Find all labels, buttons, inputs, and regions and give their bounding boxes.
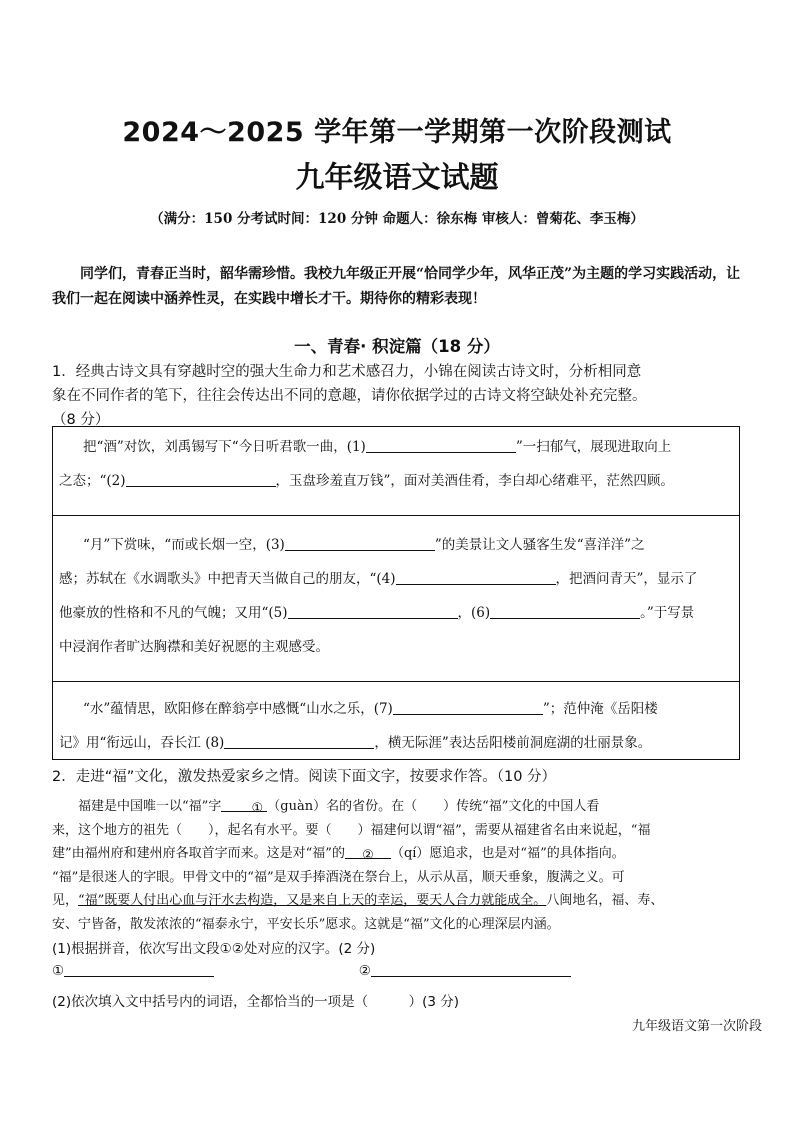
blank-7[interactable] bbox=[393, 700, 543, 715]
exam-meta: （满分：150 分考试时间：120 分钟 命题人：徐东梅 审核人：曾菊花、李玉梅） bbox=[150, 211, 644, 227]
wine-cell bbox=[53, 427, 739, 516]
fu-culture-passage bbox=[52, 795, 742, 936]
passage-line-6: 安、宁皆备，散发浓浓的“福泰永宁，平安长乐”愿求。这就是“福”文化的心理深层内涵。 bbox=[52, 916, 560, 932]
page-footer: 九年级语文第一次阶段 bbox=[631, 1019, 762, 1034]
blank-4[interactable] bbox=[396, 570, 556, 585]
q1-points: （8 分） bbox=[52, 412, 110, 428]
section-heading: 一、青春· 积淀篇（18 分） bbox=[294, 337, 500, 356]
wine-line-1: 把“酒”对饮，刘禹锡写下“今日听君歌一曲，(1) ”一扫郁气，展现进取向上 bbox=[83, 439, 672, 455]
sub-question-2: (2)依次填入文中括号内的词语，全都恰当的一项是（ ）(3 分) bbox=[52, 994, 460, 1010]
blank-8[interactable] bbox=[224, 734, 374, 749]
water-line-2: 记》用“衔远山，吞长江 (8) ，横无际涯”表达岳阳楼前洞庭湖的壮丽景象。 bbox=[59, 735, 652, 751]
pinyin-blank-2[interactable]: ② bbox=[345, 844, 391, 859]
answer-1-blank[interactable] bbox=[64, 962, 214, 977]
blank-1[interactable] bbox=[366, 438, 516, 453]
blank-6[interactable] bbox=[490, 604, 640, 619]
wine-line-2: 之态；“(2) ，玉盘珍羞直万钱”，面对美酒佳肴，李白却心绪难平，茫然四顾。 bbox=[59, 473, 674, 489]
answer-2-label: ② bbox=[358, 963, 371, 979]
blank-2[interactable] bbox=[126, 472, 276, 487]
moon-line-1: “月”下赏味，“而或长烟一空，(3) ”的美景让文人骚客生发“喜洋洋”之 bbox=[83, 537, 645, 553]
moon-cell bbox=[53, 515, 739, 682]
moon-line-3: 他豪放的性格和不凡的气魄；又用“(5) ，(6) 。”于写景 bbox=[59, 605, 695, 621]
underlined-sentence: “福”既要人付出心血与汗水去构造，又是来自上天的幸运，要天人合力就能成全。 bbox=[78, 893, 547, 908]
passage-line-4: “福”是很迷人的字眼。甲骨文中的“福”是双手捧酒浇在祭台上，从示从畐，顺天垂象，腹满之义。可 bbox=[52, 869, 625, 885]
passage-line-1: 福建是中国唯一以“福”字 ① （guàn）名的省份。在（ ）传统“福”文化的中国人看 bbox=[78, 799, 600, 816]
answer-row bbox=[52, 962, 571, 979]
moon-line-4: 中浸润作者旷达胸襟和美好祝愿的主观感受。 bbox=[59, 639, 329, 655]
q1-line-1: 1．经典古诗文具有穿越时空的强大生命力和艺术感召力，小锦在阅读古诗文时，分析相同意 bbox=[52, 364, 642, 380]
blank-3[interactable] bbox=[285, 536, 435, 551]
q1-line-2: 象在不同作者的笔下，往往会传达出不同的意趣，请你依据学过的古诗文将空缺处补充完整。 bbox=[52, 388, 647, 404]
sub-question-1: (1)根据拼音，依次写出文段①②处对应的汉字。(2 分) bbox=[52, 941, 376, 957]
answer-2-blank[interactable] bbox=[371, 962, 571, 977]
answer-1-label: ① bbox=[52, 963, 65, 979]
water-cell bbox=[53, 681, 739, 761]
poetry-fill-box bbox=[52, 426, 740, 760]
moon-line-2: 感；苏轼在《水调歌头》中把青天当做自己的朋友，“(4) ，把酒问青天”，显示了 bbox=[59, 571, 698, 587]
question-2-stem: 2．走进“福”文化，激发热爱家乡之情。阅读下面文字，按要求作答。（10 分） bbox=[52, 769, 557, 785]
intro-paragraph: 同学们，青春正当时，韶华需珍惜。我校九年级正开展“恰同学少年，风华正茂”为主题的学习实践活动，让我们一起在阅读中涵养性灵，在实践中增长才干。期待你的精彩表现！ bbox=[52, 266, 741, 307]
question-1-stem bbox=[52, 360, 742, 432]
passage-line-3: 建”由福州府和建州府各取首字而来。这是对“福”的 ② （qí）愿追求，也是对“福”的具体指向。 bbox=[52, 846, 625, 863]
water-line-1: “水”蕴情思，欧阳修在醉翁亭中感慨“山水之乐，(7) ”；范仲淹《岳阳楼 bbox=[83, 701, 658, 717]
blank-5[interactable] bbox=[288, 604, 458, 619]
exam-subtitle: 九年级语文试题 bbox=[295, 160, 499, 194]
passage-line-2: 来，这个地方的祖先（ ），起名有水平。要（ ）福建何以谓“福”，需要从福建省名由来说起，“福 bbox=[52, 822, 651, 838]
exam-title: 2024～2025 学年第一学期第一次阶段测试 bbox=[122, 117, 672, 148]
pinyin-blank-1[interactable]: ① bbox=[221, 797, 267, 812]
passage-line-5: 见，“福”既要人付出心血与汗水去构造，又是来自上天的幸运，要天人合力就能成全。八闽地名，福、寿、 bbox=[52, 893, 664, 908]
